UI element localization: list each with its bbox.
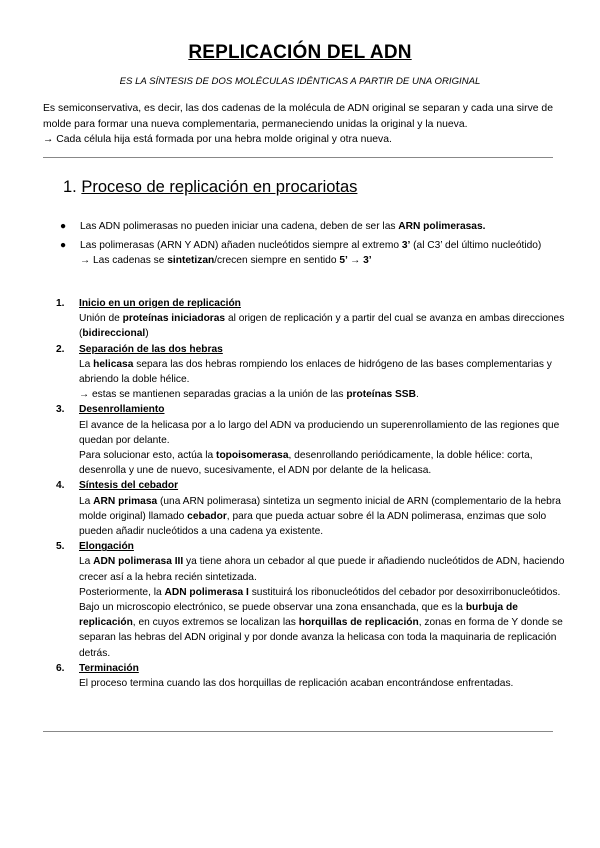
bullet-bold: sintetizan: [167, 255, 215, 266]
step-title: Elongación: [79, 541, 134, 553]
step-title: Separación de las dos hebras: [79, 343, 223, 355]
step-number: 1.: [56, 298, 65, 309]
step-item: [56, 296, 566, 342]
bullet-bold: ARN polimerasas.: [398, 221, 486, 232]
step-item: [56, 539, 566, 661]
bullet-text: → Las cadenas se: [80, 255, 168, 266]
step-paragraph: La ADN polimerasa III ya tiene ahora un cebador al que puede ir añadiendo nucleótidos de ADN, haciendo crecer así a la hebra recién sintetizada.: [79, 556, 565, 583]
step-item: [56, 402, 566, 478]
step-title: Inicio en un origen de replicación: [79, 298, 241, 309]
steps-list: [56, 296, 566, 691]
divider-top: [43, 157, 553, 158]
step-paragraph: La helicasa separa las dos hebras rompiendo los enlaces de hidrógeno de las bases complementarias y abriendo la doble hélice.: [79, 358, 552, 386]
step-paragraph: El avance de la helicasa por a lo largo del ADN va produciendo un superenrollamiento de las regiones que quedan por delante.: [79, 419, 560, 446]
bullet-bold: 3’: [401, 239, 411, 251]
bullet-dot-icon: ●: [60, 221, 67, 232]
step-paragraph: Unión de proteínas iniciadoras al origen de replicación y a partir del cual se avanza en ambas direcciones (bidireccional): [79, 313, 565, 340]
step-paragraph: Bajo un microscopio electrónico, se puede observar una zona ensanchada, que es la burbuja de replicación, en cuyos extremos se localizan las horquillas de replicación, zonas en forma de Y donde se separan las hebras del ADN original y por donde avanza la helicasa con toda la maquinaria de replicación detrás.: [79, 602, 563, 659]
bullet-text: Las polimerasas (ARN Y ADN) añaden nucleótidos siempre al extremo: [80, 239, 402, 251]
step-number: 3.: [56, 404, 65, 416]
section-title: Proceso de replicación en procariotas: [81, 178, 358, 196]
step-paragraph: Para solucionar esto, actúa la topoisomerasa, desenrollando periódicamente, la doble hélice: corta, desenrolla y une de nuevo, sucesivamente, el ADN por delante de la helicasa.: [79, 450, 533, 477]
step-number: 6.: [56, 662, 65, 674]
bullet-bold: 5’ → 3’: [339, 255, 372, 266]
step-paragraph: El proceso termina cuando las dos horquillas de replicación acaban encontrándose enfrentadas.: [79, 678, 514, 690]
section-number: 1.: [63, 178, 77, 196]
step-paragraph: La ARN primasa (una ARN polimerasa) sintetiza un segmento inicial de ARN (complementario de la hebra molde original) llamado cebador, para que pueda actuar sobre él la ADN polimerasa, enzimas que solo pueden añadir nucleótidos a una cadena ya existente.: [79, 495, 561, 538]
bullet-text: (al C3’ del último nucleótido): [410, 239, 542, 251]
bullet-item: [58, 219, 558, 235]
step-paragraph: → estas se mantienen separadas gracias a la unión de las proteínas SSB.: [79, 389, 419, 401]
bullet-list: [58, 219, 558, 272]
step-number: 2.: [56, 343, 65, 355]
step-item: [56, 478, 566, 539]
bullet-text: Las ADN polimerasas no pueden iniciar una cadena, deben de ser las: [80, 221, 399, 232]
step-item: [56, 342, 566, 403]
step-title: Síntesis del cebador: [79, 480, 179, 492]
bullet-text: /crecen siempre en sentido: [214, 255, 340, 266]
step-number: 5.: [56, 541, 65, 553]
section-heading: [63, 178, 357, 197]
intro-paragraph: [43, 101, 563, 148]
intro-line-1: Es semiconservativa, es decir, las dos cadenas de la molécula de ADN original se separan y cada una sirve de molde para formar una nueva complementaria, permaneciendo unidas la original y la nueva.: [43, 103, 553, 130]
step-title: Terminación: [79, 662, 139, 674]
step-paragraph: Posteriormente, la ADN polimerasa I sustituirá los ribonucleótidos del cebador por desoxirribonucleótidos.: [79, 586, 561, 598]
divider-bottom: [43, 731, 553, 732]
bullet-dot-icon: ●: [60, 239, 67, 251]
step-item: [56, 661, 566, 691]
page-subtitle: ES LA SÍNTESIS DE DOS MOLÉCULAS IDÉNTICAS A PARTIR DE UNA ORIGINAL: [119, 76, 481, 87]
bullet-item: [58, 238, 558, 269]
step-number: 4.: [56, 480, 65, 492]
step-title: Desenrollamiento: [79, 404, 165, 416]
page-title: REPLICACIÓN DEL ADN: [188, 42, 412, 63]
intro-line-2: → Cada célula hija está formada por una hebra molde original y otra nueva.: [43, 134, 392, 145]
